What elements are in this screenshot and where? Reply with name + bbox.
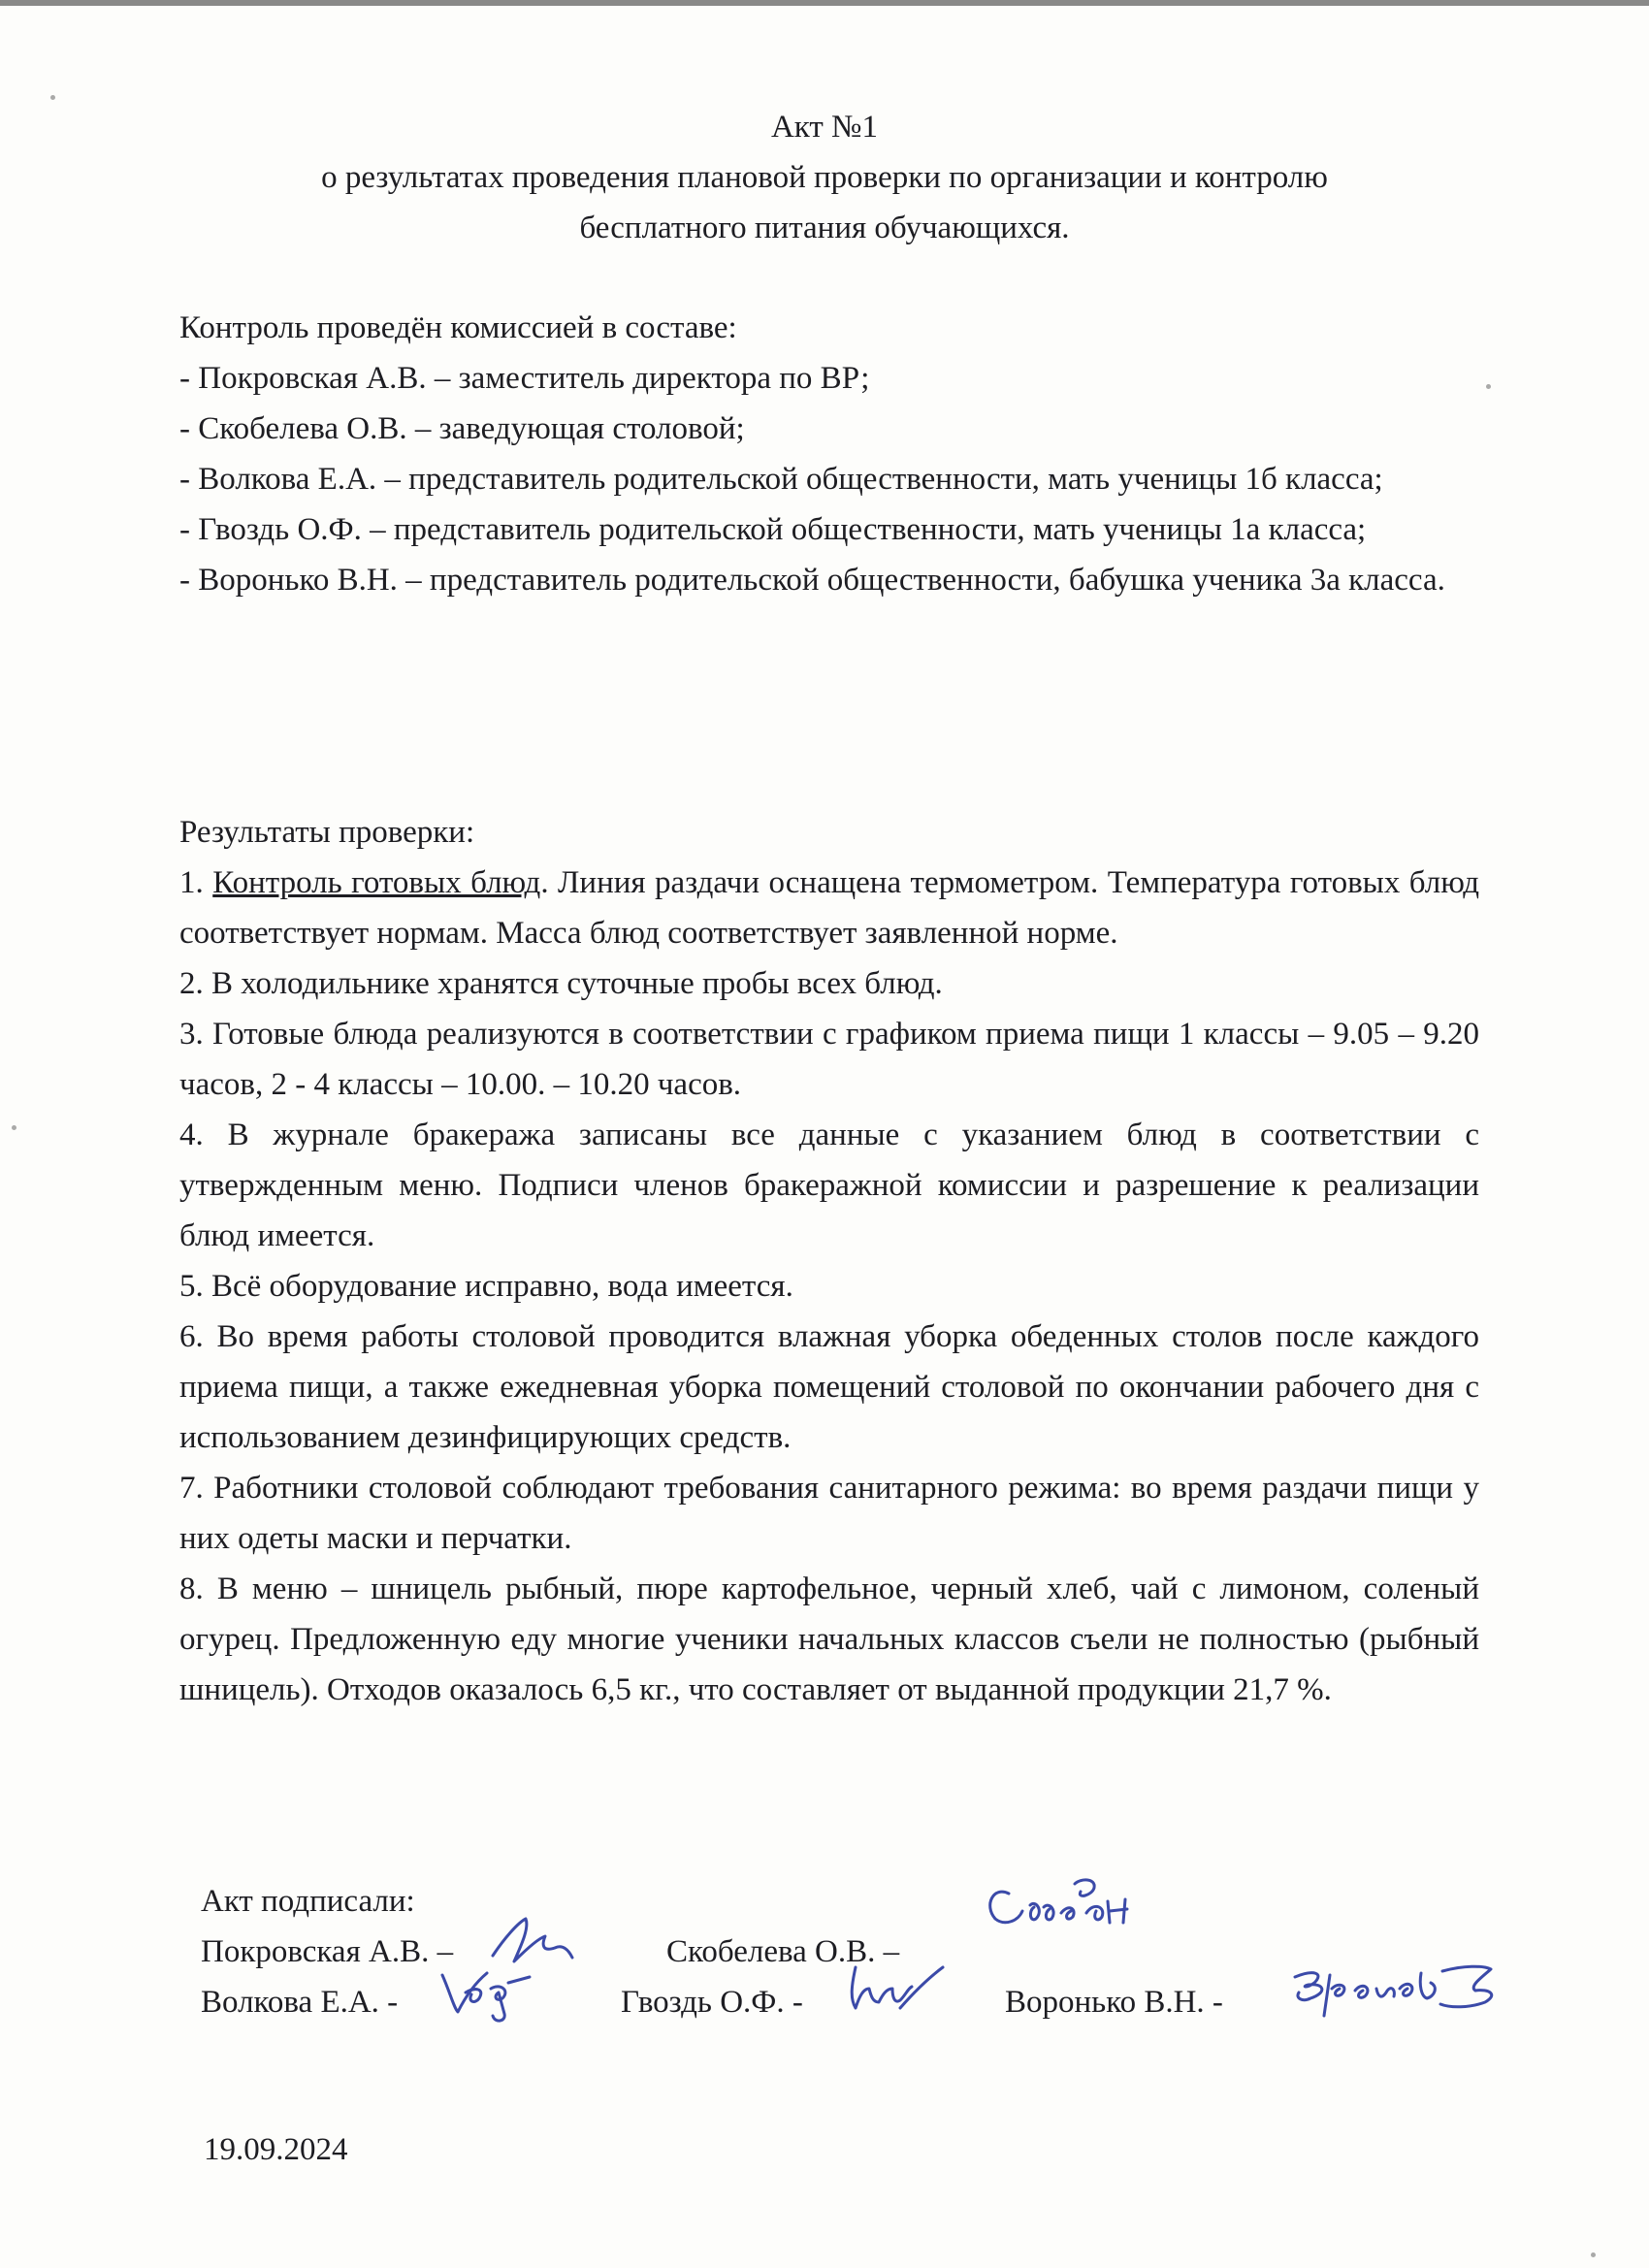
signer-skobeleva: Скобелева О.В. – — [666, 1934, 900, 1969]
commission-member: - Покровская А.В. – заместитель директора по ВР; — [179, 361, 870, 396]
result-item: 4. В журнале бракеража записаны все данные с указанием блюд в соответствии с утвержденным меню. Подписи членов бракеражной комиссии и разрешение к реализации блюд имеется. — [179, 1118, 1479, 1253]
signature-volkova — [436, 1954, 543, 2031]
result-item: 6. Во время работы столовой проводится влажная уборка обеденных столов после каждого приема пищи, а также ежедневная уборка помещений столовой по окончании рабочего дня с использованием дезинфицирующих средств. — [179, 1319, 1479, 1455]
commission-member: - Волкова Е.А. – представитель родительской общественности, мать ученицы 1б класса; — [179, 462, 1383, 497]
scan-edge — [0, 0, 1649, 6]
result-item: 8. В меню – шницель рыбный, пюре картофельное, черный хлеб, чай с лимоном, соленый огурец. Предложенную еду многие ученики начальных классов съели не полностью (рыбный шницель). Отходов оказалось 6,5 кг., что составляет от выданной продукции 21,7 %. — [179, 1571, 1479, 1707]
result-item: 7. Работники столовой соблюдают требования санитарного режима: во время раздачи пищи у них одеты маски и перчатки. — [179, 1471, 1479, 1556]
signature-skobeleva — [980, 1872, 1174, 1950]
signatures-heading: Акт подписали: — [201, 1884, 415, 1919]
result-item-1-text: . Линия раздачи оснащена термометром. Температура готовых блюд соответствует нормам. Масса блюд соответствует заявленной норме. — [179, 865, 1480, 951]
commission-section — [179, 303, 1479, 605]
result-item: 5. Всё оборудование исправно, вода имеется. — [179, 1269, 793, 1304]
result-item: 2. В холодильнике хранятся суточные пробы всех блюд. — [179, 966, 943, 1001]
doc-subtitle-line1: о результатах проведения плановой проверки по организации и контролю — [321, 160, 1328, 195]
scan-speck — [1591, 2252, 1596, 2257]
scan-speck — [12, 1125, 16, 1130]
document-date: 19.09.2024 — [204, 2132, 348, 2167]
signer-volkova: Волкова Е.А. - — [201, 1985, 399, 2020]
result-item-number: 1. — [179, 865, 204, 900]
signature-voronko — [1285, 1950, 1528, 2027]
result-item-1 — [179, 858, 1479, 958]
doc-title: Акт №1 — [770, 110, 879, 145]
signer-gvozd: Гвоздь О.Ф. - — [621, 1985, 803, 2020]
commission-member: - Скобелева О.В. – заведующая столовой; — [179, 411, 745, 446]
result-item: 3. Готовые блюда реализуются в соответствии с графиком приема пищи 1 классы – 9.05 – 9.20 часов, 2 - 4 классы – 10.00. – 10.20 часов. — [179, 1017, 1479, 1102]
scan-speck — [50, 95, 55, 100]
result-item-1-heading: Контроль готовых блюд — [212, 865, 541, 900]
signature-gvozd — [842, 1950, 949, 2027]
commission-intro: Контроль проведён комиссией в составе: — [179, 310, 737, 345]
results-section — [179, 807, 1479, 1715]
scan-speck — [1486, 384, 1491, 389]
signer-voronko: Воронько В.Н. - — [1005, 1985, 1223, 2020]
commission-member: - Гвоздь О.Ф. – представитель родительской общественности, мать ученицы 1а класса; — [179, 512, 1367, 547]
results-heading: Результаты проверки: — [179, 815, 475, 850]
doc-subtitle-line2: бесплатного питания обучающихся. — [579, 211, 1070, 245]
commission-member: - Воронько В.Н. – представитель родительской общественности, бабушка ученика 3а класса. — [179, 563, 1445, 598]
signer-pokrovskaya: Покровская А.В. – — [201, 1934, 454, 1969]
